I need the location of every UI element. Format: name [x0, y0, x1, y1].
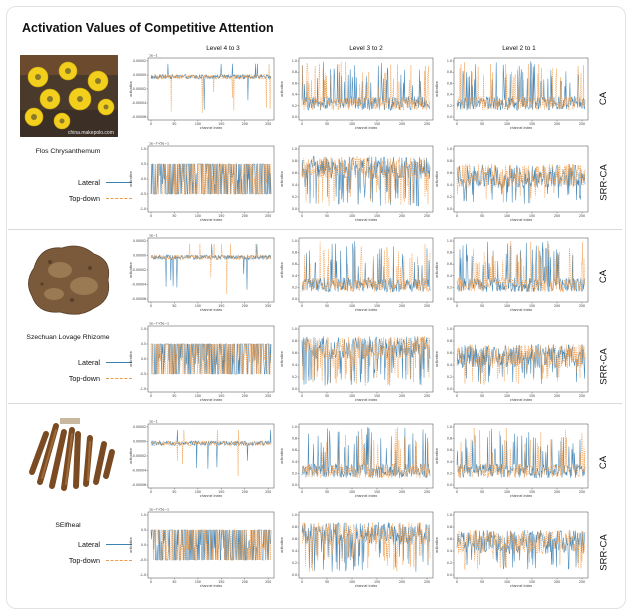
axis-offset-text: 1e−7+5e−1 — [149, 507, 170, 512]
x-tick-label: 200 — [398, 394, 406, 398]
specimen-name: Flos Chrysanthemum — [35, 148, 101, 155]
x-tick-label: 100 — [503, 214, 511, 218]
x-tick-label: 100 — [348, 122, 356, 126]
x-tick-label: 150 — [528, 214, 536, 218]
x-tick-label: 0 — [149, 394, 153, 398]
y-axis-label: activation — [280, 351, 284, 367]
y-tick-label: -0.5 — [139, 192, 146, 196]
y-tick-label: 0.4 — [291, 183, 297, 187]
y-tick-label: 0.6 — [446, 262, 452, 267]
y-tick-label: 0.8 — [446, 339, 452, 343]
x-tick-label: 50 — [479, 304, 485, 308]
axis-offset-text: 1e−1 — [149, 53, 158, 58]
y-tick-label: 0.5 — [140, 342, 146, 346]
y-tick-label: 0.2 — [446, 561, 452, 565]
legend-label: Top-down — [68, 374, 100, 383]
y-tick-label: 1.0 — [446, 239, 452, 243]
x-axis-label: channel index — [354, 494, 378, 498]
y-tick-label: 1.0 — [291, 513, 297, 517]
x-tick-label: 250 — [578, 122, 586, 126]
y-axis-label: activation — [280, 81, 284, 97]
y-tick-label: 0.5 — [140, 528, 146, 532]
x-tick-label: 150 — [373, 490, 381, 494]
y-tick-label: 0.0 — [291, 115, 297, 119]
x-tick-label: 150 — [218, 394, 225, 398]
y-tick-label: 0.8 — [446, 159, 452, 163]
y-tick-label: -0.5 — [139, 372, 146, 376]
x-axis-label: channel index — [509, 494, 533, 498]
y-tick-label: 0.2 — [446, 195, 452, 199]
x-tick-label: 150 — [528, 304, 536, 308]
x-tick-label: 50 — [324, 214, 330, 218]
x-tick-label: 50 — [172, 490, 177, 494]
y-tick-label: 0.8 — [291, 436, 297, 441]
y-tick-label: 0.8 — [446, 436, 452, 441]
y-tick-label: 0.2 — [291, 195, 297, 199]
x-tick-label: 0 — [300, 122, 304, 126]
y-axis-label: activation — [129, 448, 133, 464]
y-tick-label: 0.6 — [291, 81, 297, 86]
x-tick-label: 150 — [528, 394, 536, 398]
legend-label: Lateral — [78, 540, 100, 549]
y-tick-label: 0.0 — [446, 207, 452, 211]
y-tick-label: 0.8 — [446, 70, 452, 75]
x-axis-label: channel index — [509, 398, 533, 402]
y-tick-label: -1.0 — [139, 573, 146, 577]
legend-label: Lateral — [78, 178, 100, 187]
x-axis-label: channel index — [509, 126, 533, 130]
plot-frame — [299, 512, 433, 578]
y-tick-label: -0.00002 — [131, 268, 146, 272]
x-tick-label: 150 — [218, 304, 225, 308]
x-axis-label: channel index — [509, 308, 533, 312]
x-axis-label: channel index — [509, 218, 533, 222]
x-tick-label: 50 — [172, 214, 177, 218]
x-tick-label: 50 — [324, 122, 330, 126]
y-tick-label: 0.6 — [291, 448, 297, 453]
x-axis-label: channel index — [199, 218, 223, 222]
y-axis-label: activation — [129, 171, 133, 187]
y-tick-label: 0.2 — [291, 103, 297, 108]
axis-offset-text: 1e−7+5e−1 — [149, 141, 170, 146]
y-tick-label: 0.4 — [291, 273, 297, 278]
x-tick-label: 100 — [348, 304, 356, 308]
y-tick-label: 1.0 — [291, 327, 297, 331]
x-tick-label: 0 — [300, 490, 304, 494]
y-tick-label: 0.5 — [140, 162, 146, 166]
y-tick-label: 1.0 — [291, 147, 297, 151]
y-tick-label: 1.0 — [446, 147, 452, 151]
x-tick-label: 200 — [241, 214, 248, 218]
plot-frame — [299, 238, 433, 302]
y-tick-label: 0.8 — [446, 525, 452, 529]
column-header-2: Level 3 to 2 — [349, 45, 383, 52]
y-tick-label: -0.00006 — [131, 297, 146, 301]
y-tick-label: 1.0 — [291, 239, 297, 243]
y-axis-label: activation — [435, 171, 439, 187]
x-tick-label: 200 — [553, 304, 561, 308]
y-axis-label: activation — [129, 351, 133, 367]
x-tick-label: 250 — [265, 122, 272, 126]
y-axis-label: activation — [129, 81, 133, 97]
x-tick-label: 0 — [149, 490, 153, 494]
x-tick-label: 100 — [194, 580, 201, 584]
x-tick-label: 50 — [324, 394, 330, 398]
x-tick-label: 0 — [149, 122, 153, 126]
x-tick-label: 150 — [373, 580, 381, 584]
x-axis-label: channel index — [509, 584, 533, 588]
y-tick-label: 1.0 — [140, 327, 146, 331]
x-tick-label: 50 — [479, 490, 485, 494]
x-tick-label: 250 — [578, 394, 586, 398]
x-axis-label: channel index — [354, 584, 378, 588]
x-tick-label: 200 — [241, 122, 248, 126]
y-tick-label: -0.00006 — [131, 115, 146, 119]
y-tick-label: -0.5 — [139, 558, 146, 562]
x-tick-label: 200 — [398, 122, 406, 126]
y-tick-label: 0.2 — [446, 285, 452, 290]
y-axis-label: activation — [280, 448, 284, 464]
y-tick-label: 1.0 — [446, 327, 452, 331]
x-tick-label: 100 — [194, 122, 201, 126]
column-header-3: Level 2 to 1 — [502, 45, 536, 52]
y-tick-label: 0.0 — [291, 483, 297, 487]
y-tick-label: 0.00000 — [132, 73, 146, 77]
x-tick-label: 200 — [553, 122, 561, 126]
x-tick-label: 200 — [398, 214, 406, 218]
x-tick-label: 100 — [503, 580, 511, 584]
row-label-srr-ca: SRR-CA — [598, 347, 610, 385]
row-label-srr-ca: SRR-CA — [598, 533, 610, 571]
plot-frame — [148, 238, 274, 302]
x-axis-label: channel index — [354, 218, 378, 222]
x-tick-label: 100 — [194, 304, 201, 308]
x-tick-label: 100 — [348, 580, 356, 584]
y-tick-label: 0.2 — [446, 471, 452, 476]
y-axis-label: activation — [435, 351, 439, 367]
x-tick-label: 200 — [398, 304, 406, 308]
y-tick-label: 0.0 — [291, 207, 297, 211]
y-axis-label: activation — [129, 537, 133, 553]
x-tick-label: 100 — [503, 394, 511, 398]
y-tick-label: 0.00000 — [132, 439, 146, 444]
y-tick-label: -0.00002 — [131, 454, 146, 458]
x-tick-label: 0 — [455, 304, 459, 308]
x-tick-label: 50 — [172, 580, 177, 584]
x-tick-label: 250 — [265, 394, 272, 398]
x-tick-label: 200 — [241, 580, 248, 584]
x-tick-label: 150 — [373, 304, 381, 308]
y-tick-label: 0.2 — [291, 375, 297, 379]
x-tick-label: 250 — [265, 304, 272, 308]
y-axis-label: activation — [435, 81, 439, 97]
y-tick-label: 0.0 — [446, 115, 452, 119]
row-label-ca: CA — [598, 91, 610, 105]
y-tick-label: 0.4 — [291, 459, 297, 464]
x-tick-label: 150 — [373, 122, 381, 126]
y-tick-label: 0.8 — [291, 70, 297, 75]
axis-offset-text: 1e−1 — [149, 419, 158, 424]
y-tick-label: 0.4 — [291, 92, 297, 97]
x-tick-label: 250 — [265, 214, 272, 218]
y-tick-label: 0.8 — [291, 525, 297, 529]
y-tick-label: 0.2 — [446, 375, 452, 379]
axis-offset-text: 1e−7+5e−1 — [149, 321, 170, 326]
y-tick-label: 0.6 — [291, 262, 297, 267]
row-label-ca: CA — [598, 269, 610, 283]
y-tick-label: 0.0 — [446, 387, 452, 391]
x-tick-label: 100 — [503, 122, 511, 126]
y-tick-label: -0.00004 — [131, 282, 146, 287]
x-tick-label: 250 — [578, 214, 586, 218]
x-tick-label: 250 — [578, 304, 586, 308]
plot-frame — [454, 58, 588, 120]
y-tick-label: 0.0 — [446, 483, 452, 487]
y-tick-label: 1.0 — [446, 59, 452, 63]
y-tick-label: 0.6 — [446, 351, 452, 355]
x-tick-label: 0 — [300, 214, 304, 218]
x-tick-label: 100 — [194, 214, 201, 218]
y-tick-label: 0.2 — [446, 103, 452, 108]
x-tick-label: 200 — [553, 490, 561, 494]
legend-label: Top-down — [68, 194, 100, 203]
y-tick-label: 0.6 — [446, 81, 452, 86]
y-axis-label: activation — [129, 262, 133, 278]
y-tick-label: 1.0 — [140, 513, 146, 517]
y-tick-label: 1.0 — [140, 147, 146, 151]
y-tick-label: 0.0 — [140, 357, 146, 361]
x-axis-label: channel index — [354, 126, 378, 130]
x-tick-label: 200 — [553, 394, 561, 398]
y-tick-label: 0.8 — [446, 250, 452, 255]
plot-frame — [148, 424, 274, 488]
x-tick-label: 100 — [503, 490, 511, 494]
y-tick-label: 0.0 — [291, 297, 297, 301]
y-tick-label: 0.2 — [291, 285, 297, 290]
y-tick-label: 0.00000 — [132, 253, 146, 258]
x-tick-label: 0 — [300, 580, 304, 584]
x-axis-label: channel index — [199, 398, 223, 402]
x-tick-label: 0 — [149, 214, 153, 218]
y-tick-label: 0.4 — [446, 363, 452, 367]
y-tick-label: 0.6 — [291, 171, 297, 175]
x-tick-label: 100 — [348, 214, 356, 218]
x-tick-label: 150 — [218, 580, 225, 584]
x-tick-label: 0 — [300, 304, 304, 308]
x-tick-label: 250 — [423, 214, 431, 218]
x-tick-label: 50 — [172, 304, 177, 308]
y-tick-label: -0.00004 — [131, 468, 146, 473]
x-tick-label: 250 — [423, 394, 431, 398]
y-tick-label: 0.4 — [291, 363, 297, 367]
y-tick-label: -0.00002 — [131, 87, 146, 91]
y-tick-label: 0.0 — [446, 297, 452, 301]
x-tick-label: 50 — [479, 214, 485, 218]
x-tick-label: 0 — [455, 580, 459, 584]
x-tick-label: 250 — [423, 304, 431, 308]
y-tick-label: 0.00002 — [132, 59, 146, 63]
x-tick-label: 0 — [455, 394, 459, 398]
x-tick-label: 50 — [324, 304, 330, 308]
x-tick-label: 250 — [578, 490, 586, 494]
y-tick-label: 0.8 — [291, 339, 297, 343]
x-tick-label: 50 — [479, 580, 485, 584]
x-tick-label: 200 — [241, 490, 248, 494]
x-tick-label: 150 — [373, 394, 381, 398]
y-tick-label: 0.0 — [291, 573, 297, 577]
y-tick-label: 0.0 — [140, 177, 146, 181]
legend-label: Lateral — [78, 358, 100, 367]
y-tick-label: 0.00002 — [132, 239, 146, 243]
specimen-name: Szechuan Lovage Rhizome — [26, 334, 110, 341]
y-tick-label: 0.6 — [291, 537, 297, 541]
x-tick-label: 100 — [348, 490, 356, 494]
y-tick-label: 0.2 — [291, 561, 297, 565]
row-label-srr-ca: SRR-CA — [598, 163, 610, 201]
x-axis-label: channel index — [199, 584, 223, 588]
x-tick-label: 0 — [455, 490, 459, 494]
x-tick-label: 100 — [194, 490, 201, 494]
y-axis-label: activation — [435, 448, 439, 464]
x-tick-label: 250 — [423, 490, 431, 494]
x-axis-label: channel index — [354, 308, 378, 312]
x-tick-label: 0 — [149, 304, 153, 308]
y-tick-label: -0.00006 — [131, 483, 146, 487]
x-tick-label: 200 — [398, 490, 406, 494]
y-axis-label: activation — [280, 262, 284, 278]
x-tick-label: 250 — [578, 580, 586, 584]
y-tick-label: 0.0 — [446, 573, 452, 577]
x-tick-label: 150 — [218, 122, 225, 126]
y-tick-label: 0.0 — [291, 387, 297, 391]
y-tick-label: 0.6 — [446, 537, 452, 541]
x-tick-label: 250 — [265, 580, 272, 584]
x-tick-label: 100 — [194, 394, 201, 398]
y-tick-label: 0.4 — [446, 459, 452, 464]
x-tick-label: 0 — [455, 122, 459, 126]
x-tick-label: 150 — [218, 490, 225, 494]
watermark: china.makepolo.com — [68, 130, 114, 136]
x-tick-label: 200 — [553, 214, 561, 218]
y-tick-label: 0.2 — [291, 471, 297, 476]
y-tick-label: 1.0 — [291, 425, 297, 429]
y-axis-label: activation — [435, 537, 439, 553]
y-tick-label: 0.4 — [446, 273, 452, 278]
y-tick-label: 1.0 — [291, 59, 297, 63]
x-tick-label: 150 — [373, 214, 381, 218]
x-axis-label: channel index — [199, 308, 223, 312]
x-tick-label: 50 — [324, 580, 330, 584]
x-tick-label: 50 — [324, 490, 330, 494]
y-tick-label: 0.4 — [446, 92, 452, 97]
y-tick-label: 0.8 — [291, 250, 297, 255]
x-tick-label: 0 — [300, 394, 304, 398]
x-tick-label: 250 — [423, 580, 431, 584]
x-tick-label: 50 — [172, 394, 177, 398]
y-tick-label: -0.00004 — [131, 101, 146, 105]
x-tick-label: 150 — [528, 122, 536, 126]
x-tick-label: 200 — [553, 580, 561, 584]
column-header-1: Level 4 to 3 — [206, 45, 240, 52]
y-tick-label: 1.0 — [446, 425, 452, 429]
y-tick-label: 0.0 — [140, 543, 146, 547]
y-tick-label: 0.6 — [291, 351, 297, 355]
y-tick-label: -1.0 — [139, 207, 146, 211]
x-tick-label: 100 — [503, 304, 511, 308]
x-tick-label: 0 — [455, 214, 459, 218]
row-label-ca: CA — [598, 455, 610, 469]
y-tick-label: 0.4 — [446, 549, 452, 553]
axis-offset-text: 1e−1 — [149, 233, 158, 238]
x-tick-label: 250 — [265, 490, 272, 494]
x-axis-label: channel index — [199, 494, 223, 498]
x-tick-label: 150 — [528, 580, 536, 584]
x-tick-label: 50 — [479, 394, 485, 398]
y-tick-label: 0.00002 — [132, 425, 146, 429]
y-tick-label: 0.4 — [291, 549, 297, 553]
y-axis-label: activation — [280, 171, 284, 187]
y-tick-label: 0.4 — [446, 183, 452, 187]
y-axis-label: activation — [280, 537, 284, 553]
x-tick-label: 150 — [218, 214, 225, 218]
x-tick-label: 200 — [241, 304, 248, 308]
y-axis-label: activation — [435, 262, 439, 278]
y-tick-label: 1.0 — [446, 513, 452, 517]
x-tick-label: 100 — [348, 394, 356, 398]
y-tick-label: 0.6 — [446, 448, 452, 453]
y-tick-label: 0.8 — [291, 159, 297, 163]
y-tick-label: -1.0 — [139, 387, 146, 391]
x-tick-label: 200 — [398, 580, 406, 584]
figure-title: Activation Values of Competitive Attention — [22, 21, 274, 35]
x-tick-label: 50 — [172, 122, 177, 126]
x-tick-label: 50 — [479, 122, 485, 126]
x-tick-label: 0 — [149, 580, 153, 584]
x-tick-label: 250 — [423, 122, 431, 126]
x-axis-label: channel index — [354, 398, 378, 402]
x-tick-label: 150 — [528, 490, 536, 494]
specimen-name: SElfheal — [55, 522, 81, 529]
x-axis-label: channel index — [199, 126, 223, 130]
legend-label: Top-down — [68, 556, 100, 565]
y-tick-label: 0.6 — [446, 171, 452, 175]
x-tick-label: 200 — [241, 394, 248, 398]
